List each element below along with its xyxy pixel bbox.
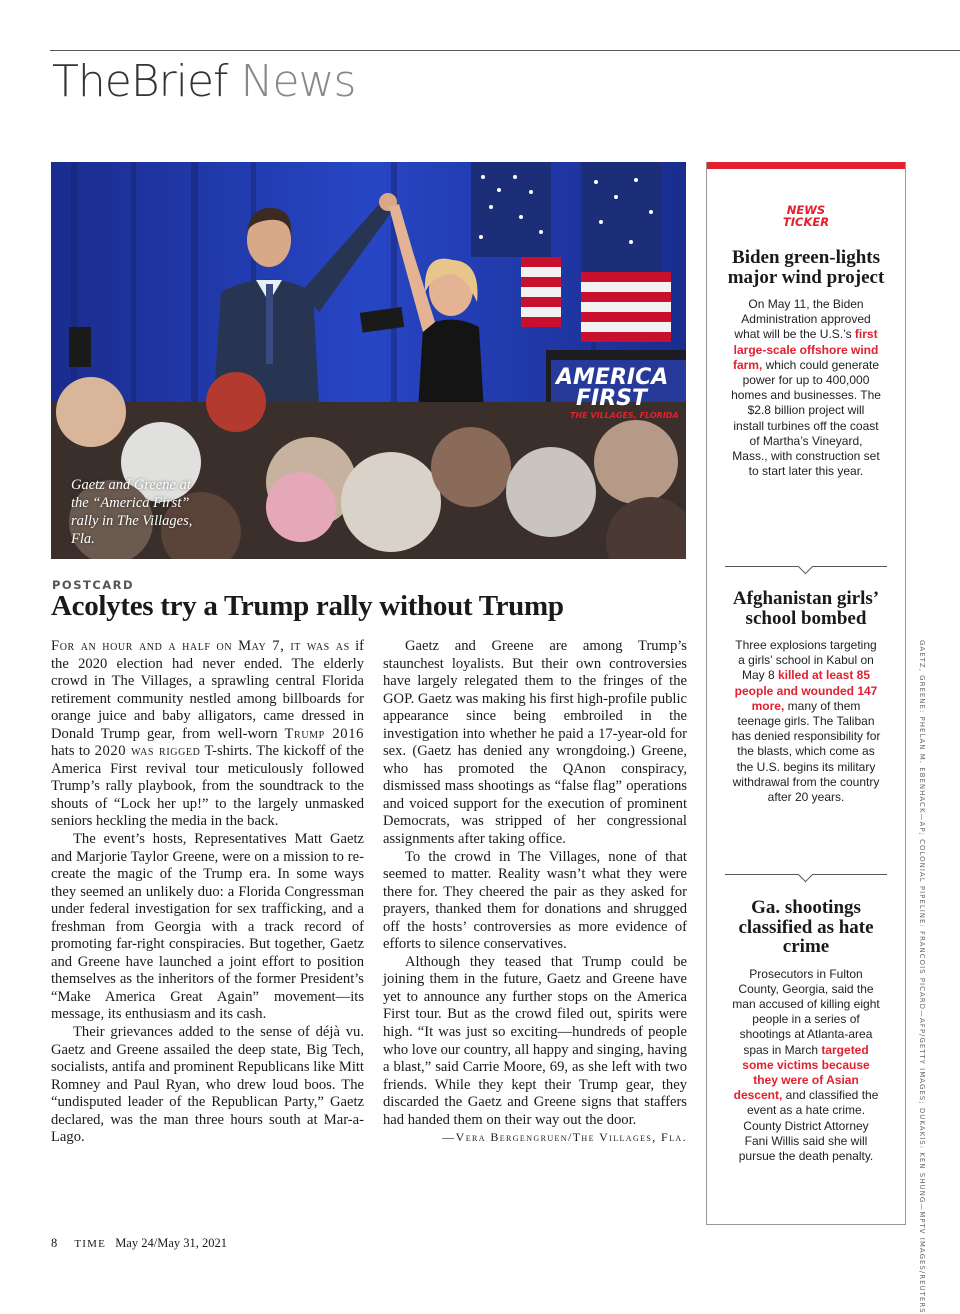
ticker-divider <box>725 874 887 875</box>
article-paragraph-4: Gaetz and Greene are among Trump’s staunchest loyalists. But their own controversies have largely relegated them to the fringes of the GOP. Gaetz was making his first high-profile public appearance since being embroiled in the investigation into whether he paid a 17-year-old for sex. (Gaetz has denied any wrongdoing.) Greene, who has promoted the QAnon conspiracy, dismissed mass shootings as “false flag” operations and voiced support for the execution of prominent Democrats, was stripped of her congressional assignments after taking office. <box>383 638 687 848</box>
article-paragraph-1-text-a: if the 2020 election had never ended. The elderly crowd in The Villages, a sprawling central Florida retirement community nestled among billboards for orange juice and baby alligators, came dressed in Donald Trump gear, from well-worn <box>51 638 364 742</box>
chevron-down-icon <box>798 559 814 575</box>
ticker-item-body-text-a: Three explosions targeting a girls’ school in Kabul on May 8 <box>735 638 877 683</box>
news-ticker-sidebar <box>706 162 906 1225</box>
news-ticker-label-line2: TICKER <box>782 215 830 229</box>
article-byline: —Vera Bergengruen/The Villages, Fla. <box>442 1130 687 1145</box>
article-paragraph-5: To the crowd in The Villages, none of that seemed to matter. Reality wasn’t what they were there for. They cheered the pair as they asked for prayers, thanked them for donations and shrugged off the hosts’ controversies as more evidence of efforts to silence conservatives. <box>383 848 687 953</box>
ticker-item-highlight: killed at least 85 people and wounded 147 more, <box>734 668 878 713</box>
ticker-item-body <box>731 967 881 1165</box>
ticker-item-highlight: targeted some victims because they were of Asian descent, <box>733 1042 870 1103</box>
article-paragraph-3: Their grievances added to the sense of déjà vu. Gaetz and Greene assailed the deep state, Big Tech, socialists, antifa and prominent Republicans like Mitt Romney and Paul Ryan, who drew loud boos. The “undisputed leader of the Republican Party,” Gaetz declared, was the man three hours south at Mar-a-Lago. <box>51 1024 364 1146</box>
news-ticker-label <box>707 204 905 228</box>
article-paragraph-1-text-c: T-shirts. The kickoff of the America First revival tour meticulously followed Trump’s rally playbook, from the soundtrack to the shouts of “Lock her up!” to the largely unmasked seniors heckling the media in the back. <box>51 743 364 830</box>
rally-photo <box>51 162 686 559</box>
page-footer <box>51 1236 227 1251</box>
section-title-brief: TheBrief <box>52 56 228 107</box>
podium-sign <box>556 367 686 420</box>
ticker-item-body <box>731 297 881 479</box>
podium-sign-line1: AMERICA <box>556 365 669 390</box>
sidebar-red-bar <box>707 162 905 169</box>
article-paragraph-1-smallcaps-2: 2020 was rigged <box>94 743 201 760</box>
header-rule <box>50 50 960 51</box>
news-ticker-label-line1: NEWS <box>786 203 826 217</box>
page-number: 8 <box>51 1236 58 1250</box>
magazine-name: TIME <box>74 1238 107 1250</box>
photo-caption: Gaetz and Greene at the “America First” rally in The Villages, Fla. <box>71 477 193 547</box>
ticker-item-shootings <box>707 898 905 1164</box>
ticker-item-wind <box>707 248 905 479</box>
ticker-item-title: Ga. shootings classified as hate crime <box>738 897 874 957</box>
issue-date: May 24/May 31, 2021 <box>115 1236 227 1250</box>
article-lead-in: For an hour and a half on May 7, it was as <box>51 638 350 654</box>
ticker-divider <box>725 566 887 567</box>
article-headline: Acolytes try a Trump rally without Trump <box>51 590 564 622</box>
ticker-item-body-text-b: many of them teenage girls. The Taliban has denied responsibility for the blasts, which come as the U.S. begins its military withdrawal from the country after 20 years. <box>731 698 881 805</box>
photo-credit <box>914 640 928 1314</box>
ticker-item-body <box>731 638 881 805</box>
ticker-item-title: Biden green-lights major wind project <box>727 247 885 288</box>
ticker-item-body-text-b: and classified the event as a hate crime. County District Attorney Fani Willis said she will pursue the death penalty. <box>738 1088 879 1163</box>
section-title-news: News <box>240 56 356 107</box>
ticker-item-body-text-b: which could generate power for up to 400,000 homes and businesses. The $2.8 billion project will install turbines off the coast of Martha’s Vineyard, Mass., with construction set to start later this year. <box>731 357 881 479</box>
section-title <box>52 56 355 107</box>
ticker-item-title: Afghanistan girls’ school bombed <box>732 588 880 629</box>
podium-sign-line3: THE VILLAGES, FLORIDA <box>570 411 679 420</box>
article-paragraph-1-text-b: hats to <box>51 743 95 760</box>
article-paragraph-6: Although they teased that Trump could be joining them in the future, Gaetz and Greene have yet to announce any further stops on the America First tour. But as the crowd filed out, spirits were high. “It was just so exciting—hundreds of people who love our country, all happy and singing, having a blast,” said Carrie Moore, 69, as she left with two friends. While they kept their Trump gear, they discarded the Gaetz and Greene signs that staffers had handed them on their way out the door. <box>383 953 687 1128</box>
article-paragraph-1 <box>51 638 364 831</box>
article-paragraph-2: The event’s hosts, Representatives Matt Gaetz and Marjorie Taylor Greene, were on a mission to re-create the magic of the Trump era. In some ways they seemed an unlikely duo: a Florida Congressman under federal investigation for sex trafficking, and a freshman from Georgia with a track record of promoting far-right conspiracies. But together, Gaetz and Greene have launched a joint effort to position themselves as the inheritors of the former President’s “Make America Great Again” movement—its message, its enthusiasm and its cash. <box>51 831 364 1023</box>
podium-sign-line2: FIRST <box>576 386 648 411</box>
ticker-item-afghanistan <box>707 589 905 805</box>
article-column-2 <box>383 638 687 1147</box>
chevron-down-icon <box>798 867 814 883</box>
ticker-item-highlight: first large-scale offshore wind farm, <box>732 327 879 372</box>
article-column-1 <box>51 638 364 1147</box>
photo-credit-text: GAETZ, GREENE: PHELAN M. EBENHACK—AP; COLONIAL PIPELINE: FRANCOIS PICARD—AFP/GETTY IMAGES; DUKAKIS: KEN SHUNG—MPTV IMAGES/REUTERS <box>918 640 926 1314</box>
article-paragraph-1-smallcaps-1: Trump 2016 <box>284 725 364 742</box>
article-kicker: POSTCARD <box>52 578 135 592</box>
ticker-item-body-text-a: Prosecutors in Fulton County, Georgia, said the man accused of killing eight people in a series of shootings at Atlanta-area spas in March <box>732 966 880 1057</box>
ticker-item-body-text-a: On May 11, the Biden Administration approved what will be the U.S.’s <box>734 297 871 342</box>
